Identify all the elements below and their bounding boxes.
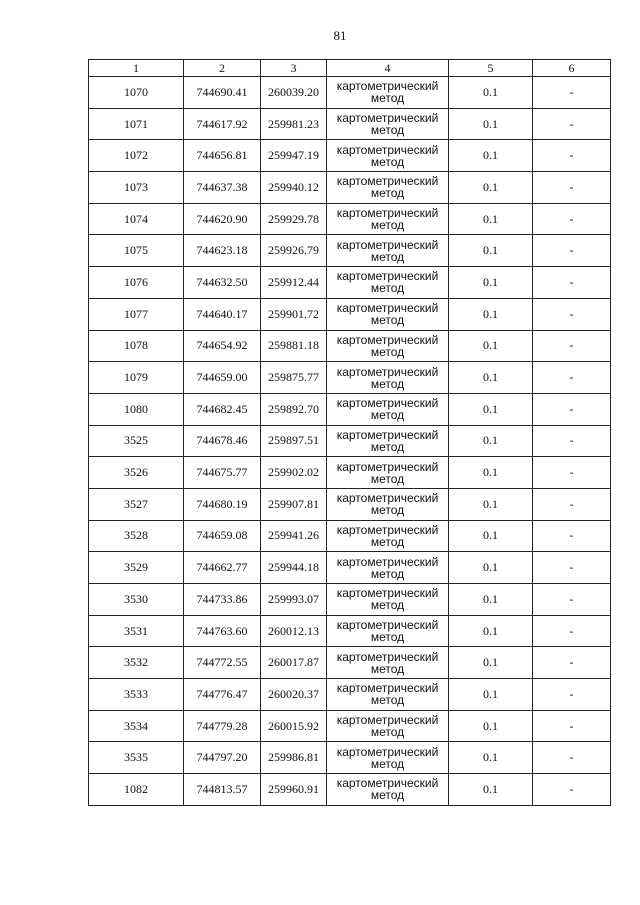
- method-line-2: метод: [370, 534, 405, 549]
- accuracy-cell: 0.1: [449, 140, 533, 172]
- method-line-2: метод: [370, 503, 405, 518]
- point-number-cell: 3532: [89, 647, 184, 679]
- table-row: [89, 742, 611, 774]
- table-row: [89, 584, 611, 616]
- method-line-2: метод: [370, 376, 405, 391]
- method-line-2: метод: [370, 408, 405, 423]
- table-row: [89, 77, 611, 109]
- accuracy-cell: 0.1: [449, 267, 533, 299]
- y-coordinate-cell: 259960.91: [261, 774, 327, 806]
- table-row: [89, 425, 611, 457]
- x-coordinate-cell: 744690.41: [184, 77, 261, 109]
- y-coordinate-cell: 259941.26: [261, 520, 327, 552]
- note-cell: -: [533, 172, 611, 204]
- column-header: 6: [533, 60, 611, 77]
- method-line-1: картометрический: [336, 522, 439, 537]
- method-cell: [327, 584, 449, 616]
- method-line-2: метод: [370, 630, 405, 645]
- method-line-2: метод: [370, 661, 405, 676]
- point-number-cell: 1073: [89, 172, 184, 204]
- y-coordinate-cell: 259897.51: [261, 425, 327, 457]
- point-number-cell: 3530: [89, 584, 184, 616]
- note-cell: -: [533, 108, 611, 140]
- method-line-1: картометрический: [336, 364, 439, 379]
- table-row: [89, 267, 611, 299]
- point-number-cell: 3534: [89, 710, 184, 742]
- x-coordinate-cell: 744659.08: [184, 520, 261, 552]
- method-line-1: картометрический: [336, 776, 439, 791]
- note-cell: -: [533, 235, 611, 267]
- accuracy-cell: 0.1: [449, 647, 533, 679]
- table-row: [89, 520, 611, 552]
- page-number: 81: [333, 28, 347, 43]
- y-coordinate-cell: 260039.20: [261, 77, 327, 109]
- note-cell: -: [533, 362, 611, 394]
- y-coordinate-cell: 259929.78: [261, 203, 327, 235]
- method-line-1: картометрический: [336, 586, 439, 601]
- table-row: [89, 298, 611, 330]
- table-row: [89, 172, 611, 204]
- table-row: [89, 108, 611, 140]
- method-cell: [327, 330, 449, 362]
- method-cell: [327, 552, 449, 584]
- method-line-2: метод: [370, 281, 405, 296]
- note-cell: -: [533, 393, 611, 425]
- method-line-1: картометрический: [336, 427, 439, 442]
- table-row: [89, 710, 611, 742]
- point-number-cell: 3525: [89, 425, 184, 457]
- method-cell: [327, 488, 449, 520]
- x-coordinate-cell: 744640.17: [184, 298, 261, 330]
- point-number-cell: 1071: [89, 108, 184, 140]
- note-cell: -: [533, 710, 611, 742]
- accuracy-cell: 0.1: [449, 108, 533, 140]
- method-line-1: картометрический: [336, 618, 439, 633]
- method-cell: [327, 362, 449, 394]
- method-line-1: картометрический: [336, 142, 439, 157]
- column-header: 2: [184, 60, 261, 77]
- accuracy-cell: 0.1: [449, 520, 533, 552]
- point-number-cell: 1082: [89, 774, 184, 806]
- method-line-2: метод: [370, 566, 405, 581]
- y-coordinate-cell: 259902.02: [261, 457, 327, 489]
- method-line-2: метод: [370, 725, 405, 740]
- method-line-1: картометрический: [336, 79, 439, 94]
- x-coordinate-cell: 744678.46: [184, 425, 261, 457]
- note-cell: -: [533, 552, 611, 584]
- point-number-cell: 1070: [89, 77, 184, 109]
- point-number-cell: 1074: [89, 203, 184, 235]
- method-cell: [327, 710, 449, 742]
- point-number-cell: 3526: [89, 457, 184, 489]
- note-cell: -: [533, 584, 611, 616]
- note-cell: -: [533, 742, 611, 774]
- table-row: [89, 552, 611, 584]
- x-coordinate-cell: 744632.50: [184, 267, 261, 299]
- method-line-2: метод: [370, 439, 405, 454]
- method-line-1: картометрический: [336, 744, 439, 759]
- accuracy-cell: 0.1: [449, 774, 533, 806]
- accuracy-cell: 0.1: [449, 742, 533, 774]
- method-line-2: метод: [370, 471, 405, 486]
- y-coordinate-cell: 259892.70: [261, 393, 327, 425]
- column-header: 4: [327, 60, 449, 77]
- point-number-cell: 3531: [89, 615, 184, 647]
- table-row: [89, 457, 611, 489]
- table-row: [89, 235, 611, 267]
- y-coordinate-cell: 259947.19: [261, 140, 327, 172]
- method-line-2: метод: [370, 154, 405, 169]
- point-number-cell: 3527: [89, 488, 184, 520]
- accuracy-cell: 0.1: [449, 457, 533, 489]
- note-cell: -: [533, 488, 611, 520]
- point-number-cell: 1080: [89, 393, 184, 425]
- x-coordinate-cell: 744763.60: [184, 615, 261, 647]
- method-cell: [327, 647, 449, 679]
- x-coordinate-cell: 744637.38: [184, 172, 261, 204]
- method-cell: [327, 425, 449, 457]
- x-coordinate-cell: 744654.92: [184, 330, 261, 362]
- table-row: [89, 647, 611, 679]
- note-cell: -: [533, 457, 611, 489]
- accuracy-cell: 0.1: [449, 393, 533, 425]
- y-coordinate-cell: 259986.81: [261, 742, 327, 774]
- column-header: 3: [261, 60, 327, 77]
- accuracy-cell: 0.1: [449, 235, 533, 267]
- x-coordinate-cell: 744620.90: [184, 203, 261, 235]
- note-cell: -: [533, 267, 611, 299]
- accuracy-cell: 0.1: [449, 615, 533, 647]
- column-header: 5: [449, 60, 533, 77]
- note-cell: -: [533, 140, 611, 172]
- y-coordinate-cell: 260012.13: [261, 615, 327, 647]
- note-cell: -: [533, 425, 611, 457]
- point-number-cell: 1078: [89, 330, 184, 362]
- table-row: [89, 330, 611, 362]
- accuracy-cell: 0.1: [449, 552, 533, 584]
- point-number-cell: 3533: [89, 679, 184, 711]
- method-line-2: метод: [370, 693, 405, 708]
- x-coordinate-cell: 744675.77: [184, 457, 261, 489]
- method-line-1: картометрический: [336, 174, 439, 189]
- accuracy-cell: 0.1: [449, 77, 533, 109]
- method-line-2: метод: [370, 123, 405, 138]
- x-coordinate-cell: 744797.20: [184, 742, 261, 774]
- accuracy-cell: 0.1: [449, 298, 533, 330]
- column-header: 1: [89, 60, 184, 77]
- method-cell: [327, 108, 449, 140]
- table-row: [89, 488, 611, 520]
- note-cell: -: [533, 203, 611, 235]
- method-line-1: картометрический: [336, 237, 439, 252]
- x-coordinate-cell: 744617.92: [184, 108, 261, 140]
- point-number-cell: 1076: [89, 267, 184, 299]
- y-coordinate-cell: 259944.18: [261, 552, 327, 584]
- method-line-1: картометрический: [336, 681, 439, 696]
- y-coordinate-cell: 259875.77: [261, 362, 327, 394]
- y-coordinate-cell: 260015.92: [261, 710, 327, 742]
- coordinates-table: [88, 59, 611, 806]
- method-cell: [327, 393, 449, 425]
- note-cell: -: [533, 774, 611, 806]
- table-row: [89, 393, 611, 425]
- method-line-1: картометрический: [336, 301, 439, 316]
- method-line-1: картометрический: [336, 649, 439, 664]
- x-coordinate-cell: 744772.55: [184, 647, 261, 679]
- note-cell: -: [533, 330, 611, 362]
- method-line-1: картометрический: [336, 554, 439, 569]
- method-line-2: метод: [370, 91, 405, 106]
- accuracy-cell: 0.1: [449, 488, 533, 520]
- x-coordinate-cell: 744779.28: [184, 710, 261, 742]
- method-cell: [327, 774, 449, 806]
- y-coordinate-cell: 259912.44: [261, 267, 327, 299]
- method-cell: [327, 172, 449, 204]
- method-line-2: метод: [370, 598, 405, 613]
- note-cell: -: [533, 77, 611, 109]
- method-cell: [327, 203, 449, 235]
- method-line-1: картометрический: [336, 713, 439, 728]
- method-line-2: метод: [370, 218, 405, 233]
- method-cell: [327, 679, 449, 711]
- method-line-1: картометрический: [336, 491, 439, 506]
- table-row: [89, 679, 611, 711]
- method-line-1: картометрический: [336, 396, 439, 411]
- point-number-cell: 1079: [89, 362, 184, 394]
- point-number-cell: 3529: [89, 552, 184, 584]
- accuracy-cell: 0.1: [449, 203, 533, 235]
- accuracy-cell: 0.1: [449, 679, 533, 711]
- accuracy-cell: 0.1: [449, 425, 533, 457]
- method-cell: [327, 140, 449, 172]
- table-row: [89, 203, 611, 235]
- header-row: [89, 60, 611, 77]
- method-cell: [327, 267, 449, 299]
- x-coordinate-cell: 744813.57: [184, 774, 261, 806]
- table-row: [89, 774, 611, 806]
- table-row: [89, 362, 611, 394]
- method-cell: [327, 742, 449, 774]
- y-coordinate-cell: 259940.12: [261, 172, 327, 204]
- note-cell: -: [533, 298, 611, 330]
- method-line-2: метод: [370, 186, 405, 201]
- point-number-cell: 3535: [89, 742, 184, 774]
- y-coordinate-cell: 259981.23: [261, 108, 327, 140]
- point-number-cell: 1072: [89, 140, 184, 172]
- point-number-cell: 1075: [89, 235, 184, 267]
- method-cell: [327, 235, 449, 267]
- accuracy-cell: 0.1: [449, 362, 533, 394]
- method-line-1: картометрический: [336, 269, 439, 284]
- method-cell: [327, 298, 449, 330]
- table-row: [89, 615, 611, 647]
- x-coordinate-cell: 744733.86: [184, 584, 261, 616]
- method-line-1: картометрический: [336, 459, 439, 474]
- point-number-cell: 3528: [89, 520, 184, 552]
- x-coordinate-cell: 744656.81: [184, 140, 261, 172]
- y-coordinate-cell: 260020.37: [261, 679, 327, 711]
- y-coordinate-cell: 259926.79: [261, 235, 327, 267]
- accuracy-cell: 0.1: [449, 710, 533, 742]
- method-line-1: картометрический: [336, 332, 439, 347]
- y-coordinate-cell: 259881.18: [261, 330, 327, 362]
- method-cell: [327, 615, 449, 647]
- accuracy-cell: 0.1: [449, 172, 533, 204]
- method-line-2: метод: [370, 788, 405, 803]
- point-number-cell: 1077: [89, 298, 184, 330]
- x-coordinate-cell: 744659.00: [184, 362, 261, 394]
- y-coordinate-cell: 259901.72: [261, 298, 327, 330]
- y-coordinate-cell: 260017.87: [261, 647, 327, 679]
- accuracy-cell: 0.1: [449, 330, 533, 362]
- x-coordinate-cell: 744682.45: [184, 393, 261, 425]
- method-line-2: метод: [370, 249, 405, 264]
- method-line-1: картометрический: [336, 111, 439, 126]
- accuracy-cell: 0.1: [449, 584, 533, 616]
- note-cell: -: [533, 615, 611, 647]
- note-cell: -: [533, 520, 611, 552]
- x-coordinate-cell: 744662.77: [184, 552, 261, 584]
- method-cell: [327, 77, 449, 109]
- x-coordinate-cell: 744776.47: [184, 679, 261, 711]
- note-cell: -: [533, 679, 611, 711]
- table-body: [89, 77, 611, 806]
- y-coordinate-cell: 259907.81: [261, 488, 327, 520]
- x-coordinate-cell: 744623.18: [184, 235, 261, 267]
- method-line-1: картометрический: [336, 206, 439, 221]
- y-coordinate-cell: 259993.07: [261, 584, 327, 616]
- method-cell: [327, 520, 449, 552]
- method-cell: [327, 457, 449, 489]
- method-line-2: метод: [370, 313, 405, 328]
- table-row: [89, 140, 611, 172]
- note-cell: -: [533, 647, 611, 679]
- method-line-2: метод: [370, 756, 405, 771]
- method-line-2: метод: [370, 344, 405, 359]
- x-coordinate-cell: 744680.19: [184, 488, 261, 520]
